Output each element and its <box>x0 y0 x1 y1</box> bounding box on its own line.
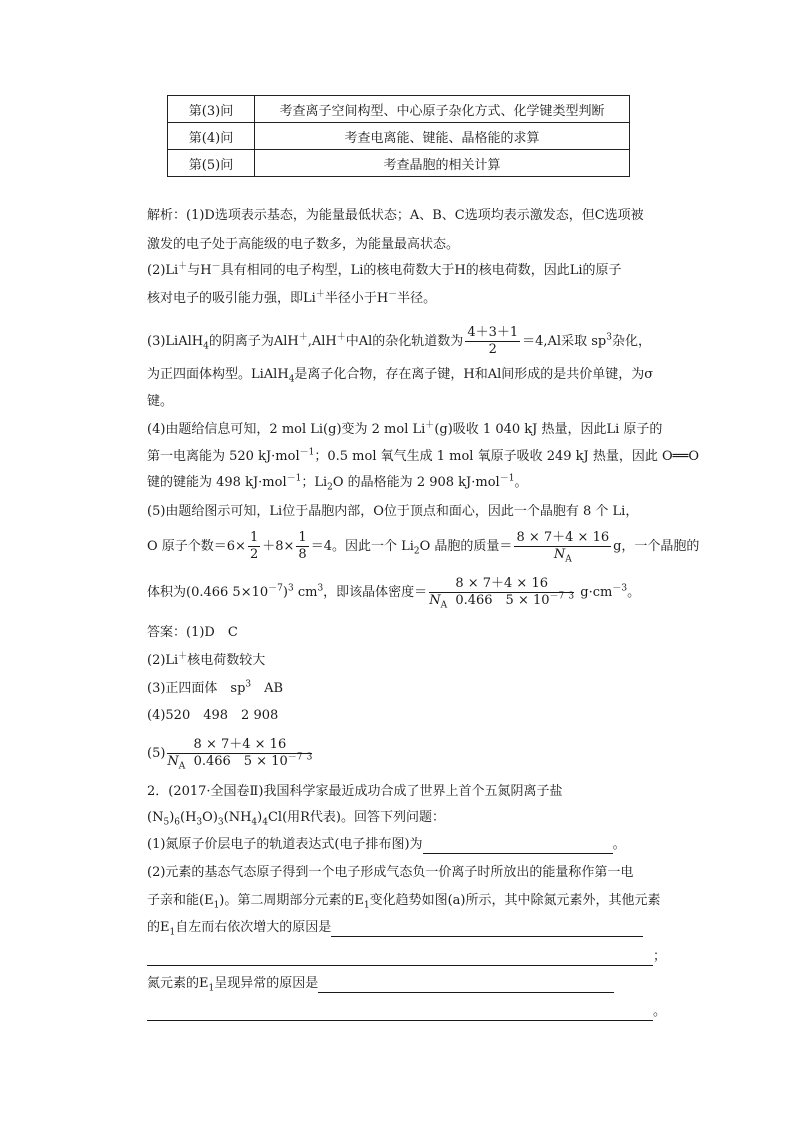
answer-line: (2)Li＋核电荷数较大 <box>147 651 266 668</box>
answer-blank[interactable] <box>147 951 653 966</box>
fraction: $\frac{1}{2}$ <box>249 530 259 562</box>
table-row <box>168 123 630 150</box>
answer-line: 答案：(1)D C <box>147 625 238 640</box>
analysis-line: 键。 <box>147 394 174 409</box>
question-cell: 第(4)问 <box>168 123 255 150</box>
analysis-line: (4)由题给信息可知，2 mol Li(g)变为 2 mol Li＋(g)吸收 1 040 kJ 热量，因此Li 原子的 <box>147 420 663 437</box>
fraction: $\frac{1}{8}$ <box>298 530 307 562</box>
question-line: (1)氮原子价层电子的轨道表达式(电子排布图)为 。 <box>147 837 626 852</box>
question-line: (2)元素的基态气态原子得到一个电子形成气态负一价离子时所放出的能量称作第一电 <box>147 865 634 880</box>
question-line: 2．(2017·全国卷Ⅱ)我国科学家最近成功合成了世界上首个五氮阴离子盐 <box>147 784 563 799</box>
question-line: 子亲和能$(E_1)$。第二周期部分元素的$E_1$变化趋势如图(a)所示，其中除氮元素外，其他元素 <box>147 893 661 911</box>
question-cell: 第(5)问 <box>168 150 255 177</box>
table-row <box>168 150 630 177</box>
question-line: $(N_5)_6(H_3O)_3(NH_4)_4Cl$(用R代表)。回答下列问题： <box>147 810 446 828</box>
analysis-line: 解析：(1)D选项表示基态，为能量最低状态；A、B、C选项均表示激发态，但C选项被 <box>147 208 644 223</box>
table-row <box>168 96 630 123</box>
analysis-line: 激发的电子处于高能级的电子数多，为能量最高状态。 <box>147 237 460 252</box>
question-line: 氮元素的$E_1$呈现异常的原因是 <box>147 975 614 993</box>
answer-line: (4)520 498 2 908 <box>147 708 279 723</box>
answer-blank[interactable] <box>331 922 643 937</box>
answer-blank[interactable] <box>423 839 613 854</box>
fraction: $\frac{8 \times 7+4 \times 16}{N_A}$ <box>516 530 610 565</box>
answer-line: (5) $\frac{8 \times 7+4 \times 16}{N_A 0.466 5 \times 10^{-7} ^3}$ <box>147 737 313 772</box>
question-line: 。 <box>147 1003 666 1021</box>
analysis-line: (5)由题给图示可知，Li位于晶胞内部，O位于顶点和面心，因此一个晶胞有 8 个 Li， <box>147 504 639 519</box>
fraction: $\frac{8 \times 7+4 \times 16}{N_A 0.466 5 \times 10^{-7} ^3}$ <box>167 737 313 772</box>
analysis-line: (2)Li＋与H－具有相同的电子构型，Li的核电荷数大于H的核电荷数，因此Li的原子 <box>147 261 622 278</box>
answer-blank[interactable] <box>147 1006 653 1021</box>
description-cell: 考查电离能、键能、晶格能的求算 <box>255 123 630 150</box>
analysis-line: O 原子个数＝6× $\frac{1}{2}$ ＋8× $\frac{1}{8}$ ＝4。因此一个 $Li_2O$ 晶胞的质量＝ $\frac{8 \times 7+4 \times 16}{N_A}$ g，一个晶胞的 <box>147 530 700 565</box>
answer-line: (3)正四面体 $sp^3$ AB <box>147 679 284 696</box>
analysis-line: 键的键能为 498 kJ·mol$^{-1}$；$Li_2O$ 的晶格能为 2 908 kJ·mol$^{-1}$。 <box>147 473 528 493</box>
description-cell: 考查晶胞的相关计算 <box>255 150 630 177</box>
analysis-line: 第一电离能为 520 kJ·mol$^{-1}$；0.5 mol 氧气生成 1 mol 氧原子吸收 249 kJ 热量，因此 O══O <box>147 447 699 464</box>
topic-table <box>167 95 630 177</box>
question-line: 的$E_1$自左而右依次增大的原因是 <box>147 919 643 937</box>
question-cell: 第(3)问 <box>168 96 255 123</box>
question-line: ； <box>147 948 666 966</box>
analysis-line: 核对电子的吸引能力强，即Li＋半径小于H－半径。 <box>147 289 437 306</box>
analysis-line: (3)LiAlH$_4$的阴离子为AlH＋,AlH＋中Al的杂化轨道数为 $\frac{4+3+1}{2}$ ＝4,Al采取 $sp^3$杂化， <box>147 325 651 357</box>
answer-blank[interactable] <box>318 978 614 993</box>
analysis-line: 为正四面体构型。LiAlH$_4$是离子化合物，存在离子键，H和Al间形成的是共价单键，为σ <box>147 367 654 385</box>
fraction: $\frac{8 \times 7+4 \times 16}{N_A 0.466 5 \times 10^{-7} ^3}$ <box>429 576 575 611</box>
analysis-line: 体积为(0.466 $5\times 10^{-7})^3$ $cm^3$，即该晶体密度＝ $\frac{8 \times 7+4 \times 16}{N_A 0.466 5 \times 10^{-7} ^3}$ $g\cdot cm^{-3}$。 <box>147 576 641 611</box>
description-cell: 考查离子空间构型、中心原子杂化方式、化学键类型判断 <box>255 96 630 123</box>
fraction: $\frac{4+3+1}{2}$ <box>467 325 519 357</box>
